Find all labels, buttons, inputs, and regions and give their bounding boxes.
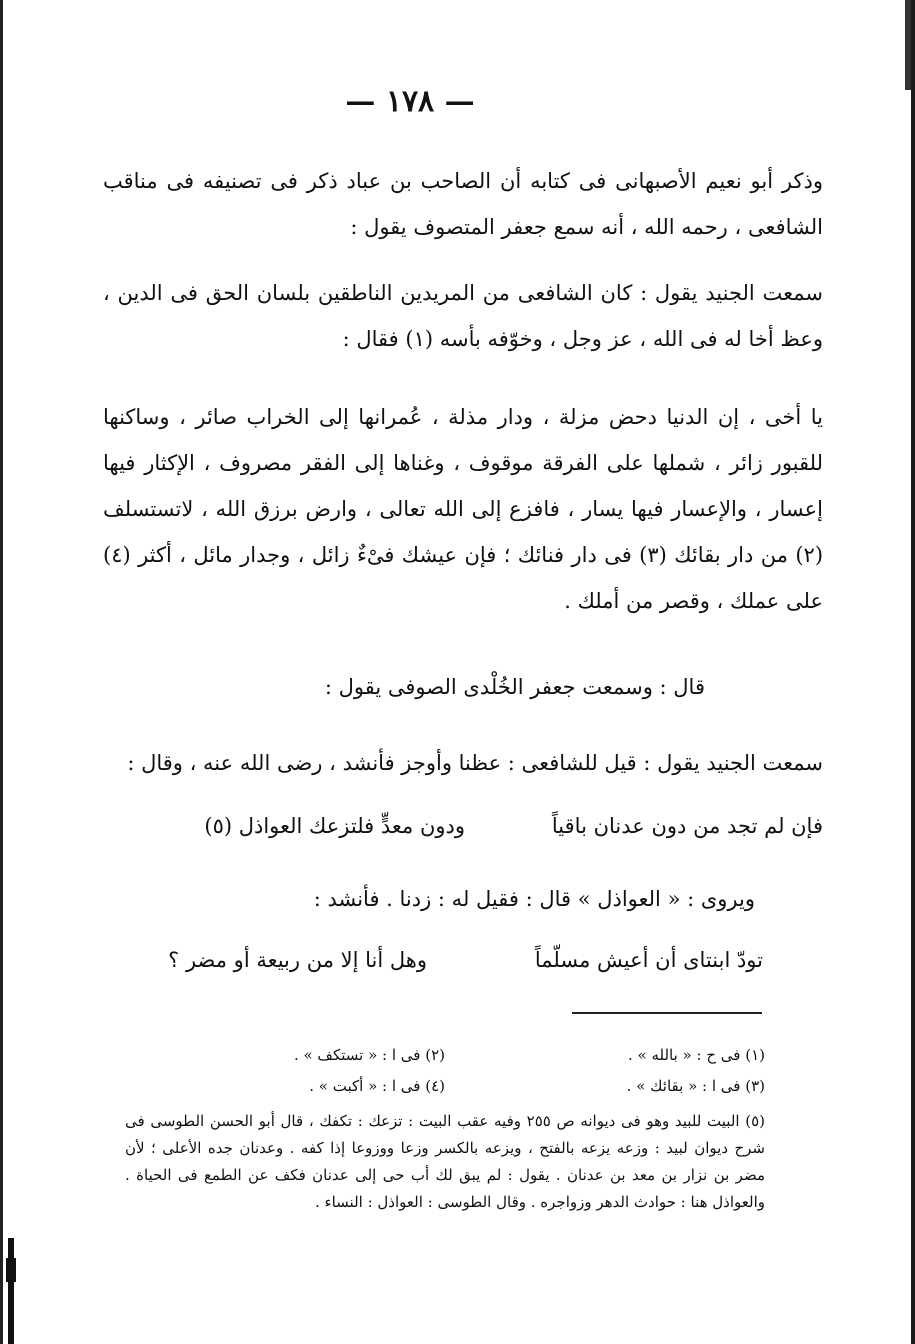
page-number: — ١٧٨ — <box>345 84 475 119</box>
scan-right-edge-top <box>905 0 911 90</box>
scan-left-edge <box>0 0 3 1344</box>
paragraph-intro: وذكر أبو نعيم الأصبهانى فى كتابه أن الصاحب بن عباد ذكر فى تصنيفه فى مناقب الشافعى ، رحمه الله ، أنه سمع جعفر المتصوف يقول : <box>103 169 823 239</box>
verse-1-first-hemistich: فإن لم تجد من دون عدنان باقياً <box>551 814 823 838</box>
footnote-divider <box>572 1012 762 1014</box>
paragraph-junayd-quote: سمعت الجنيد يقول : كان الشافعى من المريدين الناطقين بلسان الحق فى الدين ، وعظ أخا له فى الله ، عز وجل ، وخوّفه بأسه (١) فقال : <box>103 281 823 351</box>
paragraph-variant-reading: ويروى : « العواذل » قال : فقيل له : زدنا . فأنشد : <box>313 887 755 911</box>
paragraph-khuldi: قال : وسمعت جعفر الخُلْدى الصوفى يقول : <box>324 675 705 699</box>
scan-right-edge <box>911 0 915 1344</box>
footnote-4: (٤) فى ا : « أكبت » . <box>309 1077 445 1095</box>
footnote-3: (٣) فى ا : « بقائك » . <box>626 1077 765 1095</box>
paragraph-junayd-shafii: سمعت الجنيد يقول : قيل للشافعى : عظنا وأوجز فأنشد ، رضى الله عنه ، وقال : <box>127 751 823 775</box>
verse-2-first-hemistich: تودّ ابنتاى أن أعيش مسلّماً <box>534 948 763 972</box>
footnote-1: (١) فى ح : « بالله » . <box>627 1046 765 1064</box>
verse-2-second-hemistich: وهل أنا إلا من ربيعة أو مضر ؟ <box>168 948 427 972</box>
scan-left-mark-notch <box>6 1258 16 1282</box>
paragraph-sermon: يا أخى ، إن الدنيا دحض مزلة ، ودار مذلة ، عُمرانها إلى الخراب صائر ، وساكنها للقبور زائر ، شملها على الفرقة موقوف ، وغناها إلى الفقر مصروف ، الإكثار فيها إعسار ، والإعسار فيها يسار ، فافزع إلى الله تعالى ، وارض برزق الله ، لاتستسلف (٢) من دار بقائك (٣) فى دار فنائك ؛ فإن عيشك فىْءٌ زائل ، وجدار مائل ، أكثر (٤) على عملك ، وقصر من أملك . <box>103 405 824 613</box>
footnote-5: (٥) البيت للبيد وهو فى ديوانه ص ٢٥٥ وفيه عقب البيت : تزعك : تكفك ، قال أبو الحسن الطوسى فى شرح ديوان لبيد : وزعه يزعه بالفتح ، ويزعه بالكسر وزعا ووزوعا إذا كفه . وعدنان جده الأعلى ؛ لأن مضر بن نزار بن معد بن عدنان . يقول : لم يبق لك أب حى إلى عدنان فكف عن الطمع فى الحياة . والعواذل هنا : حوادث الدهر وزواجره . وقال الطوسى : العواذل : النساء . <box>125 1112 765 1211</box>
scan-left-mark <box>8 1238 14 1344</box>
verse-1-second-hemistich: ودون معدٍّ فلتزعك العواذل (٥) <box>204 814 465 838</box>
footnote-2: (٢) فى ا : « تستكف » . <box>293 1046 445 1064</box>
